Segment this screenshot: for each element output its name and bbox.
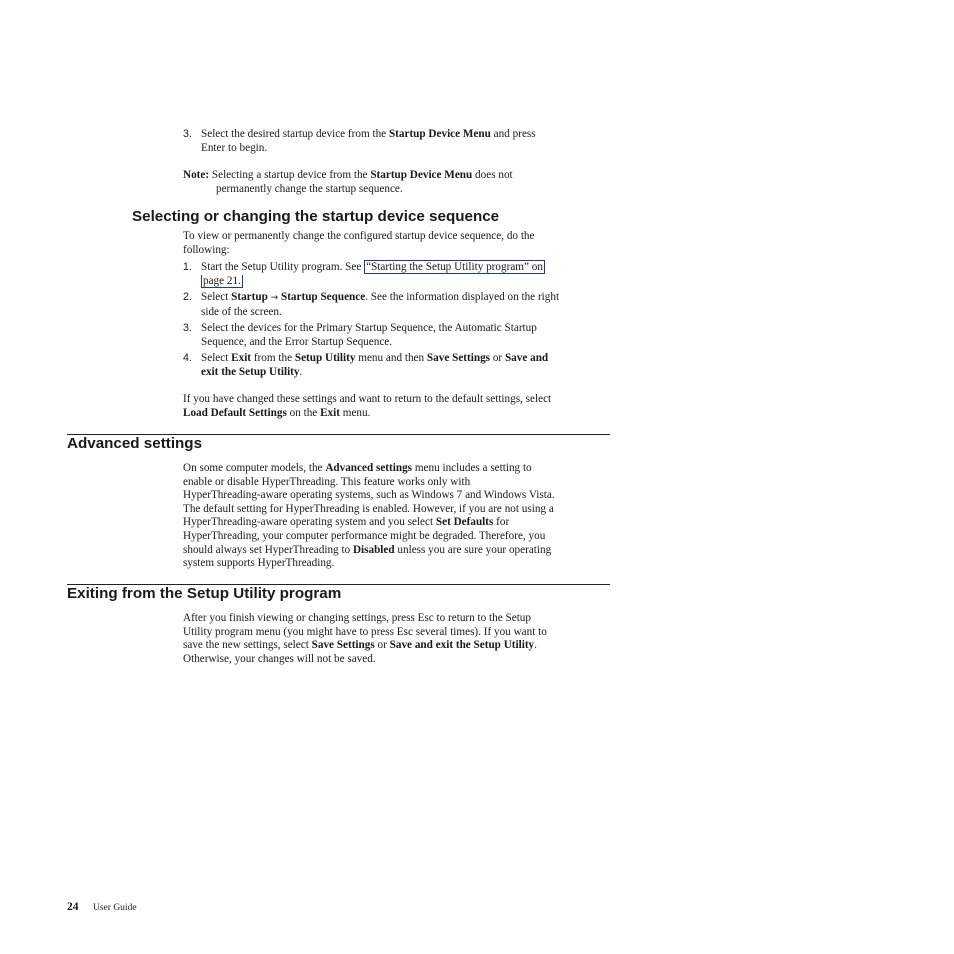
section-heading-startup-sequence: Selecting or changing the startup device sequence: [132, 208, 500, 225]
section-heading-advanced-settings: Advanced settings: [67, 435, 203, 452]
bold-term: Startup Device Menu: [388, 128, 491, 140]
note-label: Note:: [183, 169, 210, 181]
list-number: 2.: [183, 291, 192, 303]
list-number: 3.: [183, 128, 192, 140]
list-text: Select the desired startup device from the Startup Device Menu and press: [201, 128, 536, 140]
paragraph: After you finish viewing or changing settings, press Esc to return to the Setup Utility program menu (you might have to press Esc several times). If you want to save the new settings, select Save Settings or Save and exit the Setup Utility. Otherwise, your changes will not be saved.: [183, 612, 547, 665]
cross-reference-link[interactable]: “Starting the Setup Utility program” on: [366, 261, 543, 273]
paragraph: If you have changed these settings and want to return to the default settings, select Load Default Settings on the Exit menu.: [183, 393, 552, 419]
list-number: 3.: [183, 322, 192, 334]
list-number: 1.: [183, 261, 192, 273]
note: Note: Selecting a startup device from the Startup Device Menu does not permanently change the startup sequence.: [183, 169, 513, 195]
bold-term: Startup Sequence: [280, 291, 366, 303]
list-text: Enter to begin.: [201, 141, 268, 154]
paragraph: On some computer models, the Advanced settings menu includes a setting to enable or disable HyperThreading. This feature works only with HyperThreading-aware operating systems, such as Windows 7 and Windows Vista. The default setting for HyperThreading is enabled. However, if you are not using a HyperThreading-aware operating system and you select Set Defaults for HyperThreading, your computer performance might be degraded. Therefore, you should always set HyperThreading to Disabled unless you are sure your operating system supports HyperThreading.: [183, 462, 555, 570]
page-number: 24: [67, 901, 79, 913]
paragraph: To view or permanently change the configured startup device sequence, do the following:: [183, 230, 535, 256]
footer-title: User Guide: [93, 903, 137, 913]
list-number: 4.: [183, 352, 192, 364]
bold-term: Startup: [231, 291, 268, 303]
section-heading-exiting: Exiting from the Setup Utility program: [67, 585, 342, 602]
arrow-icon: →: [270, 293, 279, 303]
cross-reference-link-page[interactable]: page 21.: [203, 274, 241, 287]
bold-term: Startup Device Menu: [370, 169, 473, 181]
